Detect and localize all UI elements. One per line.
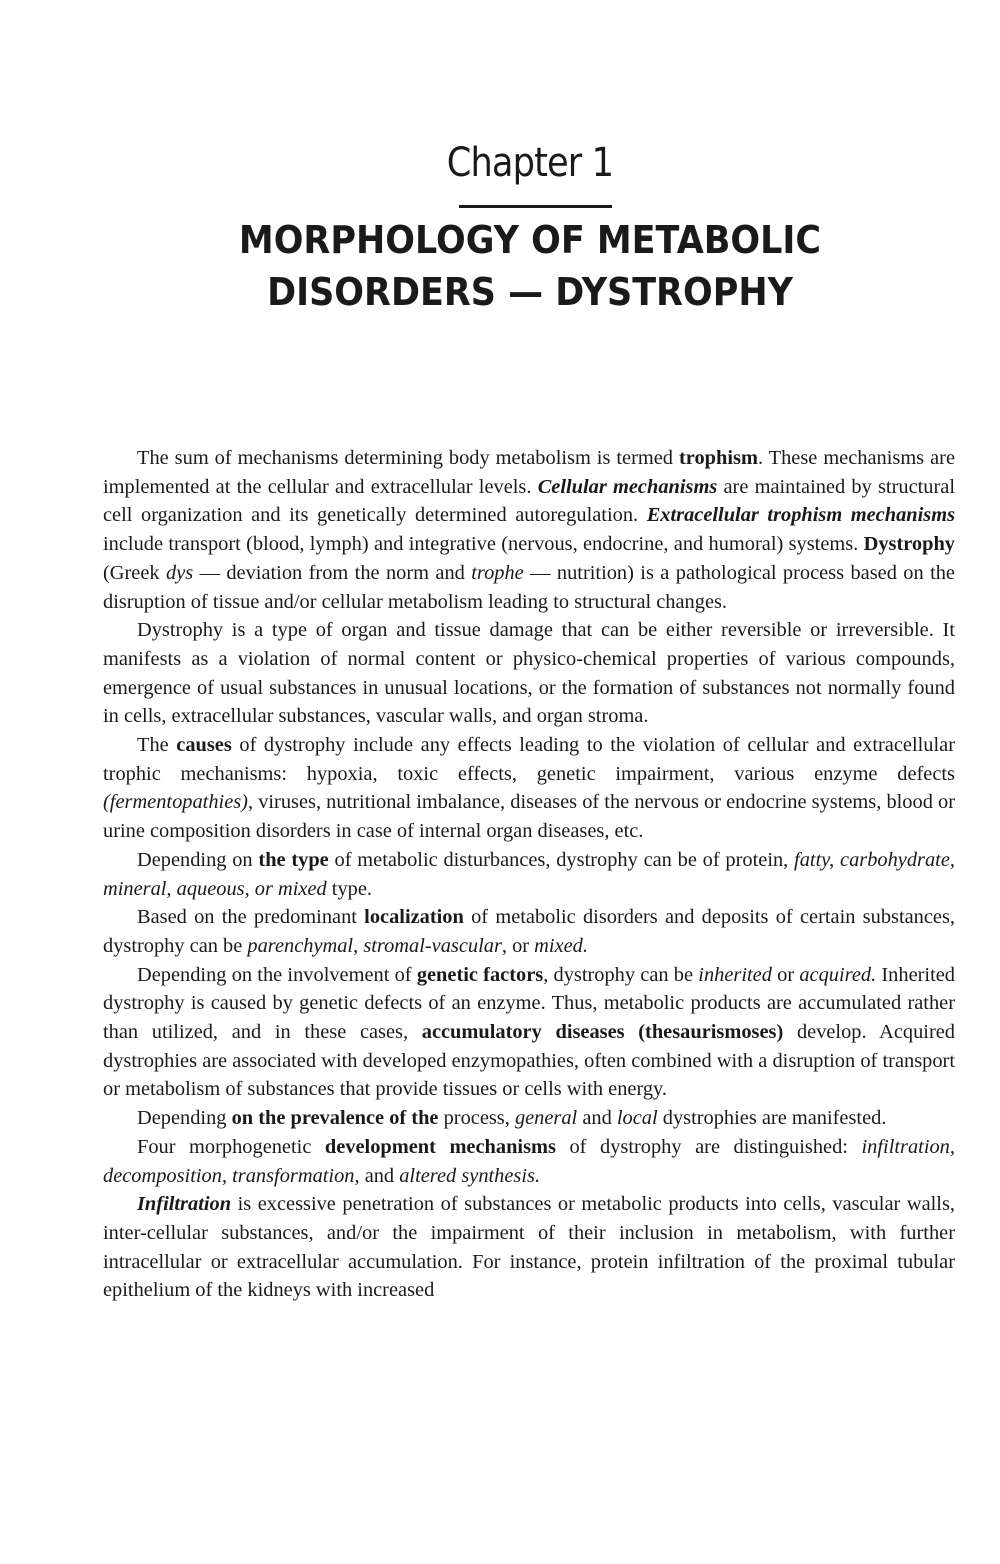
text-run: , viruses, nutritional imbalance, diseases of the nervous or endocrine systems, blood or urine composition disorders in case of internal organ diseases, etc. bbox=[103, 791, 955, 843]
text-run: are maintained by structural cell organization and its genetically determined autoregulation. bbox=[103, 475, 955, 527]
chapter-rule bbox=[459, 205, 612, 208]
text-run: altered synthesis. bbox=[399, 1164, 541, 1187]
text-run: , dystrophy can be bbox=[543, 963, 699, 986]
paragraph-5 bbox=[103, 903, 955, 960]
paragraph-6 bbox=[103, 961, 955, 1105]
text-run: general bbox=[514, 1107, 578, 1130]
text-run: The sum of mechanisms determining body metabolism is termed bbox=[137, 447, 679, 469]
text-run: and bbox=[577, 1107, 617, 1130]
paragraph-3 bbox=[103, 731, 955, 846]
text-run: process, bbox=[438, 1107, 515, 1130]
text-run: mixed. bbox=[534, 934, 588, 957]
text-run: parenchymal bbox=[247, 934, 354, 957]
text-run: of metabolic disturbances, dystrophy can be of protein, bbox=[328, 848, 795, 871]
paragraph-9 bbox=[103, 1190, 955, 1305]
text-run: of metabolic disorders and deposits of certain substances, dystrophy can be bbox=[103, 906, 955, 957]
text-run: trophe bbox=[471, 561, 524, 584]
text-run: localization bbox=[364, 906, 464, 929]
text-run: accumulatory diseases (thesaurismoses) bbox=[421, 1021, 784, 1044]
text-run: fatty, carbohydrate, mineral, aqueous, or mixed bbox=[103, 848, 955, 900]
text-run: — nutrition) is a pathological process based on the disruption of tissue and/or cellular metabolism leading to structural changes. bbox=[103, 561, 955, 613]
text-run: inherited bbox=[698, 963, 772, 986]
paragraph-2 bbox=[103, 616, 955, 731]
text-run: development mechanisms bbox=[324, 1135, 556, 1158]
text-run: Cellular mechanisms bbox=[537, 475, 718, 498]
text-run: or bbox=[771, 963, 800, 986]
chapter-label: Chapter 1 bbox=[446, 140, 614, 186]
text-run: Dystrophy is a type of organ and tissue damage that can be either reversible or irreversible. It manifests as a violation of normal content or physico-chemical properties of various compounds, emergence of usual substances in unusual locations, or the formation of substances not normally found in cells, extracellular substances, vascular walls, and organ stroma. bbox=[103, 619, 955, 728]
text-run: Inherited dystrophy is caused by genetic defects of an enzyme. Thus, metabolic products are accumulated rather than utilized, and in these cases, bbox=[103, 963, 955, 1044]
chapter-title-line-2: DISORDERS — DYSTROPHY bbox=[267, 270, 793, 314]
text-run: — deviation from the norm and bbox=[193, 561, 472, 584]
text-run: stromal-vascular bbox=[363, 934, 502, 957]
text-run: (Greek bbox=[103, 561, 166, 584]
text-run: The bbox=[137, 734, 177, 757]
text-run: trophism bbox=[679, 447, 758, 469]
text-run: , or bbox=[501, 934, 535, 957]
text-run: of dystrophy include any effects leading to the violation of cellular and extracellular trophic mechanisms: hypoxia, toxic effects, genetic impairment, various enzyme defects bbox=[103, 734, 955, 785]
text-run: , bbox=[353, 934, 364, 957]
text-run: acquired. bbox=[799, 963, 877, 986]
text-run: dys bbox=[166, 561, 194, 584]
text-run: local bbox=[616, 1107, 658, 1130]
text-run: type. bbox=[326, 877, 373, 900]
paragraph-4 bbox=[103, 846, 955, 903]
text-run: and bbox=[359, 1164, 400, 1187]
text-run: Depending bbox=[137, 1107, 232, 1130]
chapter-title-line-1: MORPHOLOGY OF METABOLIC bbox=[238, 218, 822, 262]
text-run: Extracellular trophism mechanisms bbox=[646, 504, 956, 527]
text-run: infiltration, decomposition, transformation, bbox=[103, 1135, 955, 1187]
text-run: Four morphogenetic bbox=[137, 1135, 325, 1158]
paragraph-7 bbox=[103, 1104, 955, 1133]
text-run: (fermentopathies) bbox=[103, 791, 248, 814]
text-run: . These mechanisms are implemented at the cellular and extracellular levels. bbox=[103, 447, 955, 498]
text-run: include transport (blood, lymph) and integrative (nervous, endocrine, and humoral) systems. bbox=[103, 533, 864, 556]
text-run: dystrophies are manifested. bbox=[657, 1107, 887, 1130]
text-run: the type bbox=[258, 848, 329, 871]
text-run: is excessive penetration of substances or metabolic products into cells, vascular walls, inter-cellular substances, and/or the impairment of their inclusion in metabolism, with further intracellular or extracellular accumulation. For instance, protein infiltration of the proximal tubular epithelium of the kidneys with increased bbox=[103, 1193, 955, 1302]
text-run: of dystrophy are distinguished: bbox=[555, 1135, 862, 1158]
text-run: causes bbox=[176, 734, 232, 757]
text-run: Depending on bbox=[137, 848, 259, 871]
paragraph-1 bbox=[103, 444, 955, 616]
text-run: Infiltration bbox=[137, 1193, 232, 1216]
text-run: Depending on the involvement of bbox=[137, 963, 417, 986]
text-run: genetic factors bbox=[416, 963, 544, 986]
text-run: on the prevalence of the bbox=[231, 1107, 439, 1130]
paragraph-8 bbox=[103, 1133, 955, 1190]
body-text bbox=[103, 444, 955, 1305]
chapter-title bbox=[42, 214, 1000, 318]
text-run: Based on the predominant bbox=[137, 906, 365, 929]
text-run: Dystrophy bbox=[863, 533, 955, 556]
text-run: develop. Acquired dystrophies are associated with developed enzymopathies, often combined with a disruption of transport or metabolism of substances that provide tissues or cells with energy. bbox=[103, 1021, 956, 1101]
